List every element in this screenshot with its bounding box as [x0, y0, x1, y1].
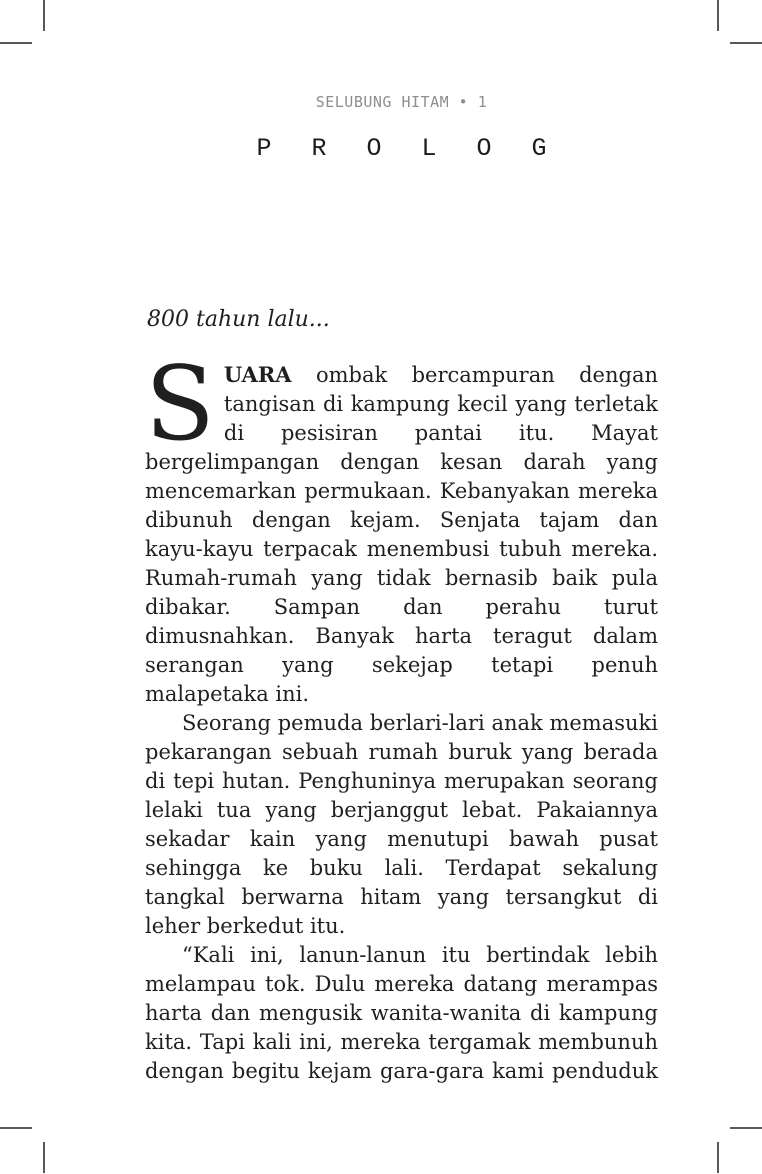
crop-mark-bottom-left-vertical	[43, 1142, 45, 1173]
paragraph-opening	[145, 345, 658, 709]
paragraph-opening-text: ombak bercampuran dengan tangisan di kampung kecil yang terletak di pesisiran pantai itu. Mayat bergelimpangan dengan kesan darah yang mencemarkan permukaan. Kebanyakan mereka dibunuh dengan kejam. Senjata tajam dan kayu-kayu terpacak menembusi tubuh mereka. Rumah-rumah yang tidak bernasib baik pula dibakar. Sampan dan perahu turut dimusnahkan. Banyak harta teragut dalam serangan yang sekejap tetapi penuh malapetaka ini.	[145, 363, 658, 706]
crop-mark-top-left-horizontal	[0, 42, 32, 44]
intro-line: 800 tahun lalu...	[147, 307, 330, 332]
paragraph-second: Seorang pemuda berlari-lari anak memasuki pekarangan sebuah rumah buruk yang berada di tepi hutan. Penghuninya merupakan seorang lelaki tua yang berjanggut lebat. Pakaiannya sekadar kain yang menutupi bawah pusat sehingga ke buku lali. Terdapat sekalung tangkal berwarna hitam yang tersangkut di leher berkedut itu.	[145, 711, 658, 938]
paragraph-third: “Kali ini, lanun-lanun itu bertindak lebih melampau tok. Dulu mereka datang merampas harta dan mengusik wanita-wanita di kampung kita. Tapi kali ini, mereka tergamak membunuh dengan begitu kejam gara-gara kami penduduk	[145, 943, 658, 1083]
crop-mark-top-right-horizontal	[730, 42, 762, 44]
body-text	[145, 345, 658, 1086]
drop-cap: S	[145, 345, 215, 464]
crop-mark-bottom-right-vertical	[717, 1142, 719, 1173]
crop-mark-bottom-right-horizontal	[730, 1127, 762, 1129]
crop-mark-top-right-vertical	[717, 0, 719, 31]
crop-mark-top-left-vertical	[43, 0, 45, 31]
lead-word: UARA	[223, 362, 292, 387]
crop-mark-bottom-left-horizontal	[0, 1127, 32, 1129]
chapter-title: PROLOG	[256, 134, 587, 163]
running-head: SELUBUNG HITAM • 1	[315, 93, 488, 111]
